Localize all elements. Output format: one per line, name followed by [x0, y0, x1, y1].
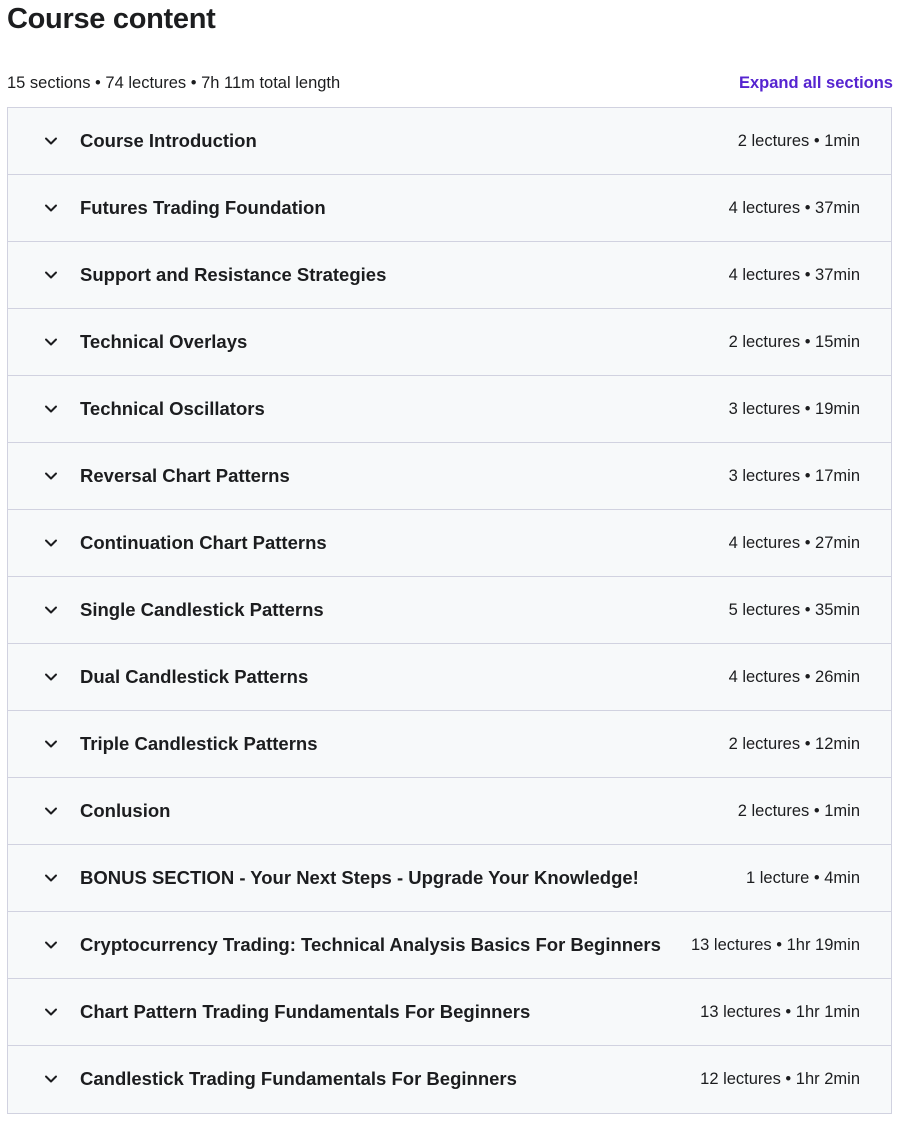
section-title: Conlusion	[80, 800, 171, 821]
chevron-down-icon	[42, 1067, 60, 1091]
course-summary: 15 sections • 74 lectures • 7h 11m total length	[7, 73, 341, 92]
chevron-down-icon	[42, 933, 60, 957]
section-meta: 4 lectures • 37min	[728, 266, 860, 284]
chevron-down-icon	[42, 866, 60, 890]
section-header-8[interactable]	[8, 577, 891, 644]
section-header-11[interactable]	[8, 778, 891, 845]
section-meta: 3 lectures • 19min	[728, 400, 860, 418]
chevron-down-icon	[42, 598, 60, 622]
section-title: Futures Trading Foundation	[80, 197, 326, 218]
section-header-4[interactable]	[8, 309, 891, 376]
chevron-down-icon	[42, 531, 60, 555]
section-meta: 4 lectures • 27min	[728, 534, 860, 552]
section-header-14[interactable]	[8, 979, 891, 1046]
section-title: Dual Candlestick Patterns	[80, 666, 309, 687]
section-title: Candlestick Trading Fundamentals For Beginners	[80, 1068, 517, 1089]
section-header-13[interactable]	[8, 912, 891, 979]
section-meta: 12 lectures • 1hr 2min	[700, 1070, 860, 1088]
section-title: BONUS SECTION - Your Next Steps - Upgrade Your Knowledge!	[80, 867, 639, 888]
chevron-down-icon	[42, 263, 60, 287]
chevron-down-icon	[42, 129, 60, 153]
chevron-down-icon	[42, 1000, 60, 1024]
expand-all-sections-button[interactable]: Expand all sections	[738, 73, 893, 92]
section-header-6[interactable]	[8, 443, 891, 510]
section-meta: 4 lectures • 26min	[728, 668, 860, 686]
chevron-down-icon	[42, 464, 60, 488]
section-meta: 1 lecture • 4min	[746, 869, 860, 887]
chevron-down-icon	[42, 732, 60, 756]
section-meta: 13 lectures • 1hr 1min	[700, 1003, 860, 1021]
section-header-9[interactable]	[8, 644, 891, 711]
section-meta: 5 lectures • 35min	[728, 601, 860, 619]
section-title: Chart Pattern Trading Fundamentals For Beginners	[80, 1001, 531, 1022]
section-header-5[interactable]	[8, 376, 891, 443]
section-meta: 2 lectures • 1min	[737, 132, 860, 150]
section-title: Technical Overlays	[80, 331, 248, 352]
section-meta: 2 lectures • 15min	[728, 333, 860, 351]
chevron-down-icon	[42, 196, 60, 220]
section-meta: 4 lectures • 37min	[728, 199, 860, 217]
section-title: Technical Oscillators	[80, 398, 265, 419]
chevron-down-icon	[42, 665, 60, 689]
section-meta: 2 lectures • 12min	[728, 735, 860, 753]
section-title: Continuation Chart Patterns	[80, 532, 327, 553]
section-meta: 13 lectures • 1hr 19min	[690, 936, 860, 954]
section-header-7[interactable]	[8, 510, 891, 577]
section-title: Course Introduction	[80, 130, 257, 151]
section-title: Reversal Chart Patterns	[80, 465, 290, 486]
section-header-10[interactable]	[8, 711, 891, 778]
course-summary-row	[7, 70, 893, 96]
section-header-3[interactable]	[8, 242, 891, 309]
page-title: Course content	[7, 3, 216, 35]
section-header-2[interactable]	[8, 175, 891, 242]
sections-accordion	[7, 107, 892, 1114]
chevron-down-icon	[42, 330, 60, 354]
chevron-down-icon	[42, 799, 60, 823]
section-header-1[interactable]	[8, 108, 891, 175]
section-header-12[interactable]	[8, 845, 891, 912]
section-title: Support and Resistance Strategies	[80, 264, 387, 285]
section-meta: 2 lectures • 1min	[737, 802, 860, 820]
section-header-15[interactable]	[8, 1046, 891, 1113]
section-title: Cryptocurrency Trading: Technical Analysis Basics For Beginners	[80, 934, 661, 955]
section-title: Single Candlestick Patterns	[80, 599, 324, 620]
chevron-down-icon	[42, 397, 60, 421]
section-meta: 3 lectures • 17min	[728, 467, 860, 485]
section-title: Triple Candlestick Patterns	[80, 733, 318, 754]
